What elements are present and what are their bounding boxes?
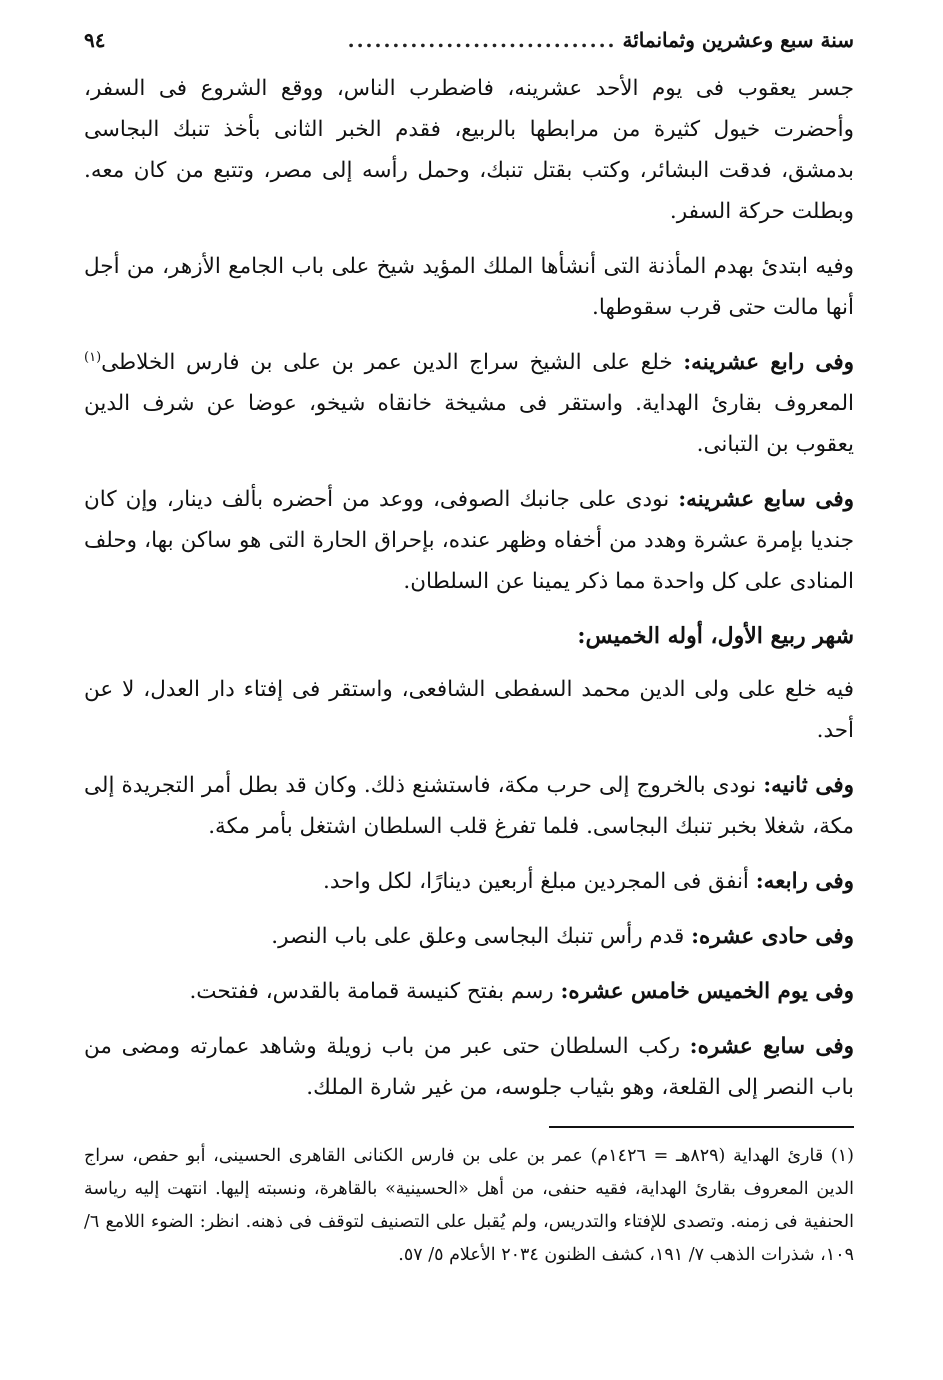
header-dots: .............................. bbox=[347, 28, 617, 52]
page-header bbox=[84, 28, 854, 60]
paragraph-text: فيه خلع على ولى الدين محمد السفطى الشافعى، واستقر فى إفتاء دار العدل، لا عن أحد. bbox=[84, 677, 854, 743]
paragraph-text: نودى بالخروج إلى حرب مكة، فاستشنع ذلك. وكان قد بطل أمر التجريدة إلى مكة، شغلا بخبر تنبك البجاسى. فلما تفرغ قلب السلطان اشتغل بأمر مكة. bbox=[84, 773, 854, 839]
paragraph-text: نودى على جانبك الصوفى، ووعد من أحضره بألف دينار، وإن كان جنديا بإمرة عشرة وهدد من أخفاه وظهر عنده، بإحراق الحارة التى هو ساكن بها، وحلف المنادى على كل واحدة مما ذكر يمينا عن السلطان. bbox=[84, 487, 854, 594]
page-body bbox=[84, 68, 854, 1108]
paragraph-text: ركب السلطان حتى عبر من باب زويلة وشاهد عمارته ومضى من باب النصر إلى القلعة، وهو بثياب جلوسه، من غير شارة الملك. bbox=[84, 1034, 854, 1100]
paragraph-5 bbox=[84, 669, 854, 751]
running-title: سنة سبع وعشرين وثمانمائة bbox=[622, 28, 854, 52]
paragraph-text: رسم بفتح كنيسة قمامة بالقدس، ففتحت. bbox=[189, 979, 561, 1004]
entry-date-lead: وفى سابع عشره: bbox=[689, 1034, 854, 1059]
paragraph-4 bbox=[84, 479, 854, 602]
paragraph-8 bbox=[84, 916, 854, 957]
paragraph-3 bbox=[84, 342, 854, 465]
paragraph-text: خلع على الشيخ سراج الدين عمر بن على بن فارس الخلاطى bbox=[101, 350, 684, 375]
entry-date-lead: وفى رابع عشرينه: bbox=[683, 350, 854, 375]
paragraph-9 bbox=[84, 971, 854, 1012]
book-page bbox=[84, 28, 854, 1272]
footnote-divider bbox=[549, 1126, 854, 1128]
paragraph-text: وفيه ابتدئ بهدم المأذنة التى أنشأها الملك المؤيد شيخ على باب الجامع الأزهر، من أجل أنها مالت حتى قرب سقوطها. bbox=[84, 254, 854, 320]
paragraph-text: جسر يعقوب فى يوم الأحد عشرينه، فاضطرب الناس، ووقع الشروع فى السفر، وأحضرت خيول كثيرة من مرابطها بالربيع، فقدم الخبر الثانى بأخذ تنبك البجاسى بدمشق، فدقت البشائر، وكتب بقتل تنبك، وحمل رأسه إلى مصر، وتتبع من كان معه. وبطلت حركة السفر. bbox=[84, 76, 854, 224]
page-number: ٩٤ bbox=[84, 28, 106, 52]
month-heading: شهر ربيع الأول، أوله الخميس: bbox=[577, 623, 854, 649]
paragraph-text: أنفق فى المجردين مبلغ أربعين دينارًا، لكل واحد. bbox=[322, 869, 756, 894]
paragraph-1 bbox=[84, 68, 854, 232]
entry-date-lead: وفى ثانيه: bbox=[763, 773, 854, 798]
paragraph-2 bbox=[84, 246, 854, 328]
paragraph-text: المعروف بقارئ الهداية. واستقر فى مشيخة خانقاه شيخو، عوضا عن شرف الدين يعقوب بن التبانى. bbox=[84, 391, 854, 457]
paragraph-text: قدم رأس تنبك البجاسى وعلق على باب النصر. bbox=[271, 924, 692, 949]
footnote-reference[interactable]: (١) bbox=[84, 349, 102, 365]
entry-date-lead: وفى حادى عشره: bbox=[691, 924, 854, 949]
entry-date-lead: وفى رابعه: bbox=[755, 869, 854, 894]
entry-date-lead: وفى سابع عشرينه: bbox=[678, 487, 854, 512]
paragraph-6 bbox=[84, 765, 854, 847]
paragraph-7 bbox=[84, 861, 854, 902]
paragraph-10 bbox=[84, 1026, 854, 1108]
footnote-text: (١) قارئ الهداية (٨٢٩هـ = ١٤٢٦م) عمر بن على بن فارس الكنانى القاهرى الحسينى، أبو حفص، سراج الدين المعروف بقارئ الهداية، فقيه حنفى، من أهل «الحسينية» بالقاهرة، ونسبته إليها. انتهت إليه رياسة الحنفية فى زمنه. وتصدى للإفتاء والتدريس، ولم يُقبل على التصنيف لتوقف فى ذهنه. انظر: الضوء اللامع ٦/ ١٠٩، شذرات الذهب ٧/ ١٩١، كشف الظنون ٢٠٣٤ الأعلام ٥/ ٥٧. bbox=[84, 1146, 854, 1265]
footnote bbox=[84, 1140, 854, 1272]
entry-date-lead: وفى يوم الخميس خامس عشره: bbox=[560, 979, 854, 1004]
